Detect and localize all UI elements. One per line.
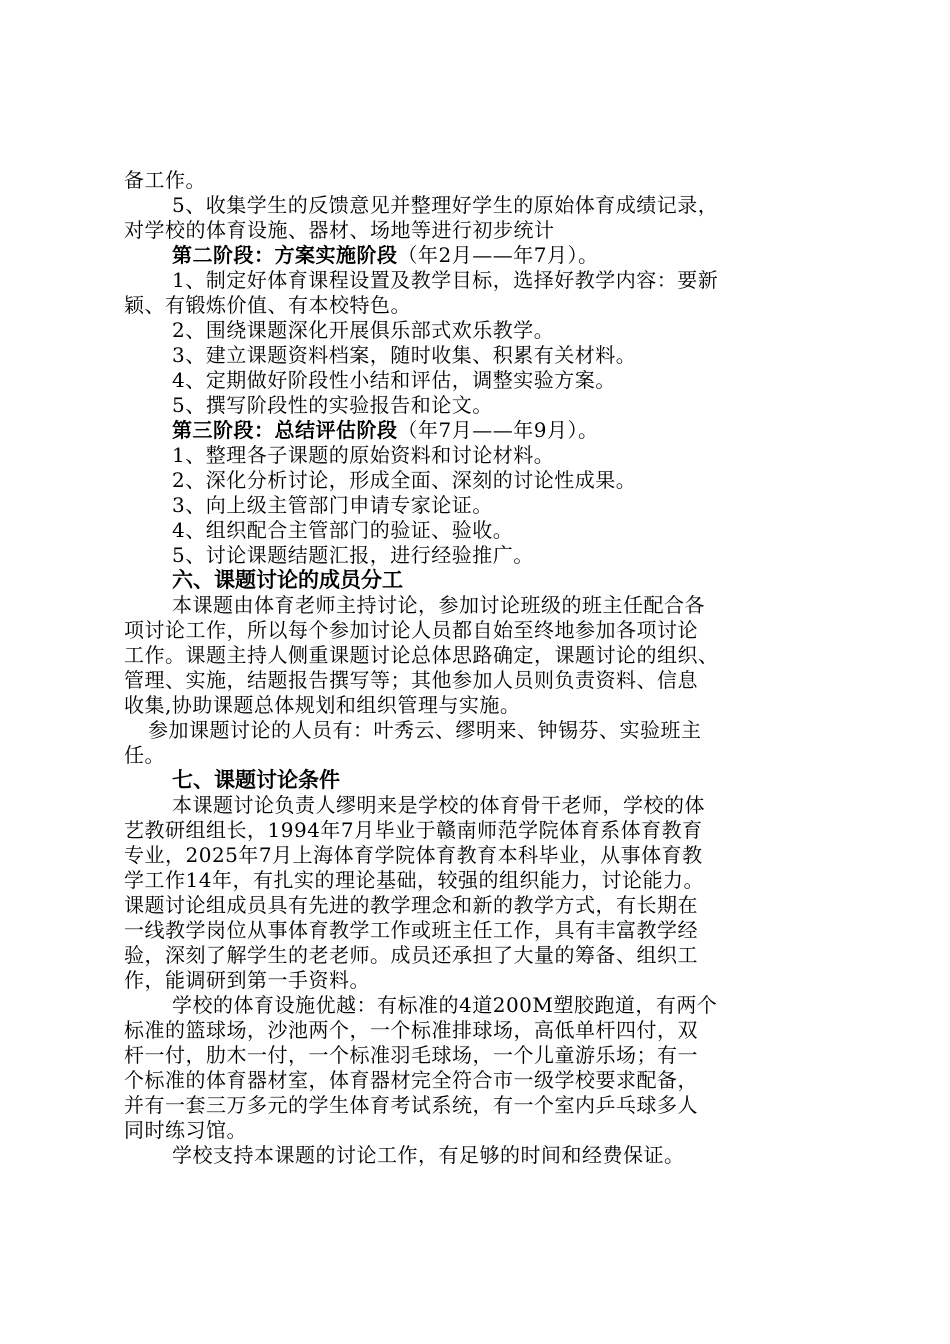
paragraph-line: 同时练习馆。 [124,1118,247,1142]
stage-title: 第二阶段：方案实施阶段 [172,243,398,267]
paragraph-line: 验，深刻了解学生的老老师。成员还承担了大量的筹备、组织工 [124,943,698,967]
paragraph-line: 本课题由体育老师主持讨论，参加讨论班级的班主任配合各 [172,593,705,617]
paragraph-line: 艺教研组组长，1994年7月毕业于赣南师范学院体育系体育教育 [124,818,703,842]
paragraph-line: 管理、实施，结题报告撰写等；其他参加人员则负责资料、信息 [124,668,698,692]
paragraph-line: 一线教学岗位从事体育教学工作或班主任工作，具有丰富教学经 [124,918,698,942]
stage-dates: （年7月——年9月）。 [397,418,599,442]
list-item: 5、讨论课题结题汇报，进行经验推广。 [172,543,534,567]
list-item: 3、建立课题资料档案，随时收集、积累有关材料。 [172,343,637,367]
paragraph-line: 个标准的体育器材室，体育器材完全符合市一级学校要求配备， [124,1068,698,1092]
paragraph-line: 本课题讨论负责人缪明来是学校的体育骨干老师，学校的体 [172,793,705,817]
stage-heading [124,243,832,268]
list-item: 5、撰写阶段性的实验报告和论文。 [172,393,493,417]
paragraph-line: 专业，2025年7月上海体育学院体育教育本科毕业，从事体育教 [124,843,703,867]
paragraph-line: 并有一套三万多元的学生体育考试系统，有一个室内乒乓球多人 [124,1093,698,1117]
paragraph-line: 学校的体育设施优越：有标准的4道200M塑胶跑道，有两个 [172,993,718,1017]
list-item: 1、整理各子课题的原始资料和讨论材料。 [172,443,555,467]
paragraph-line: 标准的篮球场，沙池两个，一个标准排球场，高低单杆四付，双 [124,1018,698,1042]
paragraph-line: 学工作14年，有扎实的理论基础，较强的组织能力，讨论能力。 [124,868,704,892]
paragraph-line: 项讨论工作，所以每个参加讨论人员都自始至终地参加各项讨论 [124,618,698,642]
list-item: 3、向上级主管部门申请专家论证。 [172,493,493,517]
document-page [124,168,832,1168]
paragraph-line: 课题讨论组成员具有先进的教学理念和新的教学方式，有长期在 [124,893,698,917]
list-item: 1、制定好体育课程设置及教学目标，选择好教学内容：要新 [172,268,719,292]
stage-heading [124,418,832,443]
section-heading-7: 七、课题讨论条件 [172,768,340,792]
paragraph-line: 学校支持本课题的讨论工作，有足够的时间和经费保证。 [172,1143,685,1167]
text-line: 对学校的体育设施、器材、场地等进行初步统计 [124,218,555,242]
paragraph-line: 收集,协助课题总体规划和组织管理与实施。 [124,693,521,717]
list-item: 2、深化分析讨论，形成全面、深刻的讨论性成果。 [172,468,637,492]
stage-title: 第三阶段：总结评估阶段 [172,418,398,442]
text-line: 颖、有锻炼价值、有本校特色。 [124,293,411,317]
list-item: 5、收集学生的反馈意见并整理好学生的原始体育成绩记录， [172,193,719,217]
paragraph-line: 作，能调研到第一手资料。 [124,968,370,992]
paragraph-line: 参加课题讨论的人员有：叶秀云、缪明来、钟锡芬、实验班主 [148,718,702,742]
list-item: 4、组织配合主管部门的验证、验收。 [172,518,514,542]
list-item: 4、定期做好阶段性小结和评估，调整实验方案。 [172,368,616,392]
paragraph-line: 杆一付，肋木一付，一个标准羽毛球场，一个儿童游乐场；有一 [124,1043,698,1067]
stage-dates: （年2月——年7月）。 [397,243,599,267]
list-item: 2、围绕课题深化开展俱乐部式欢乐教学。 [172,318,555,342]
text-line: 备工作。 [124,168,206,192]
paragraph-line: 工作。课题主持人侧重课题讨论总体思路确定，课题讨论的组织、 [124,643,719,667]
section-heading-6: 六、课题讨论的成员分工 [172,568,403,592]
paragraph-line: 任。 [124,743,165,767]
